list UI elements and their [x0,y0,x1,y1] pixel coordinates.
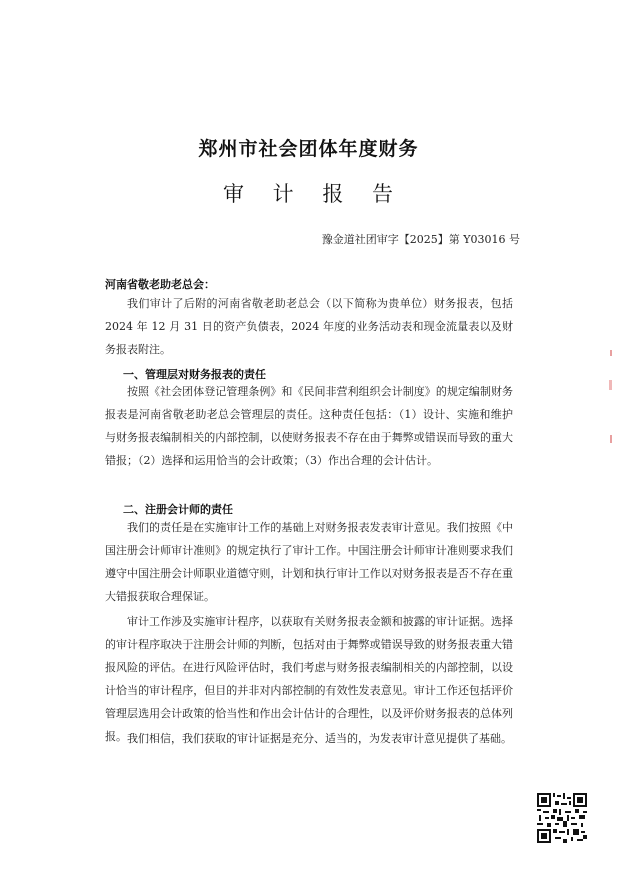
addressee: 河南省敬老助老总会： [105,278,215,291]
section2-heading: 二、注册会计师的责任 [123,503,233,516]
qr-code-icon [537,793,587,843]
document-number: 豫金道社团审字【2025】第 Y03016 号 [321,233,520,246]
section2-paragraph-3: 我们相信，我们获取的审计证据是充分、适当的，为发表审计意见提供了基础。 [127,732,512,745]
report-subtitle: 审 计 报 告 [222,182,405,206]
intro-paragraph: 我们审计了后附的河南省敬老助老总会（以下简称为贵单位）财务报表，包括 2024 年 12 月 31 日的资产负债表，2024 年度的业务活动表和现金流量表以及财务报表附注。 [105,297,513,356]
report-title: 郑州市社会团体年度财务 [198,138,419,160]
page-edge-marks [607,340,613,500]
section1-heading: 一、管理层对财务报表的责任 [123,368,266,381]
section2-paragraph-2: 审计工作涉及实施审计程序，以获取有关财务报表金额和披露的审计证据。选择的审计程序取决于注册会计师的判断，包括对由于舞弊或错误导致的财务报表重大错报风险的评估。在进行风险评估时，我们考虑与财务报表编制相关的内部控制，以设计恰当的审计程序，但目的并非对内部控制的有效性发表意见。审计工作还包括评价管理层选用会计政策的恰当性和作出会计估计的合理性，以及评价财务报表的总体列报。 [105,615,513,743]
section1-paragraph: 按照《社会团体登记管理条例》和《民间非营利组织会计制度》的规定编制财务报表是河南省敬老助老总会管理层的责任。这种责任包括：（1）设计、实施和维护与财务报表编制相关的内部控制，以使财务报表不存在由于舞弊或错误而导致的重大错报；（2）选择和运用恰当的会计政策；（3）作出合理的会计估计。 [105,385,513,467]
section2-paragraph-1: 我们的责任是在实施审计工作的基础上对财务报表发表审计意见。我们按照《中国注册会计师审计准则》的规定执行了审计工作。中国注册会计师审计准则要求我们遵守中国注册会计师职业道德守则，计划和执行审计工作以对财务报表是否不存在重大错报获取合理保证。 [105,521,513,603]
